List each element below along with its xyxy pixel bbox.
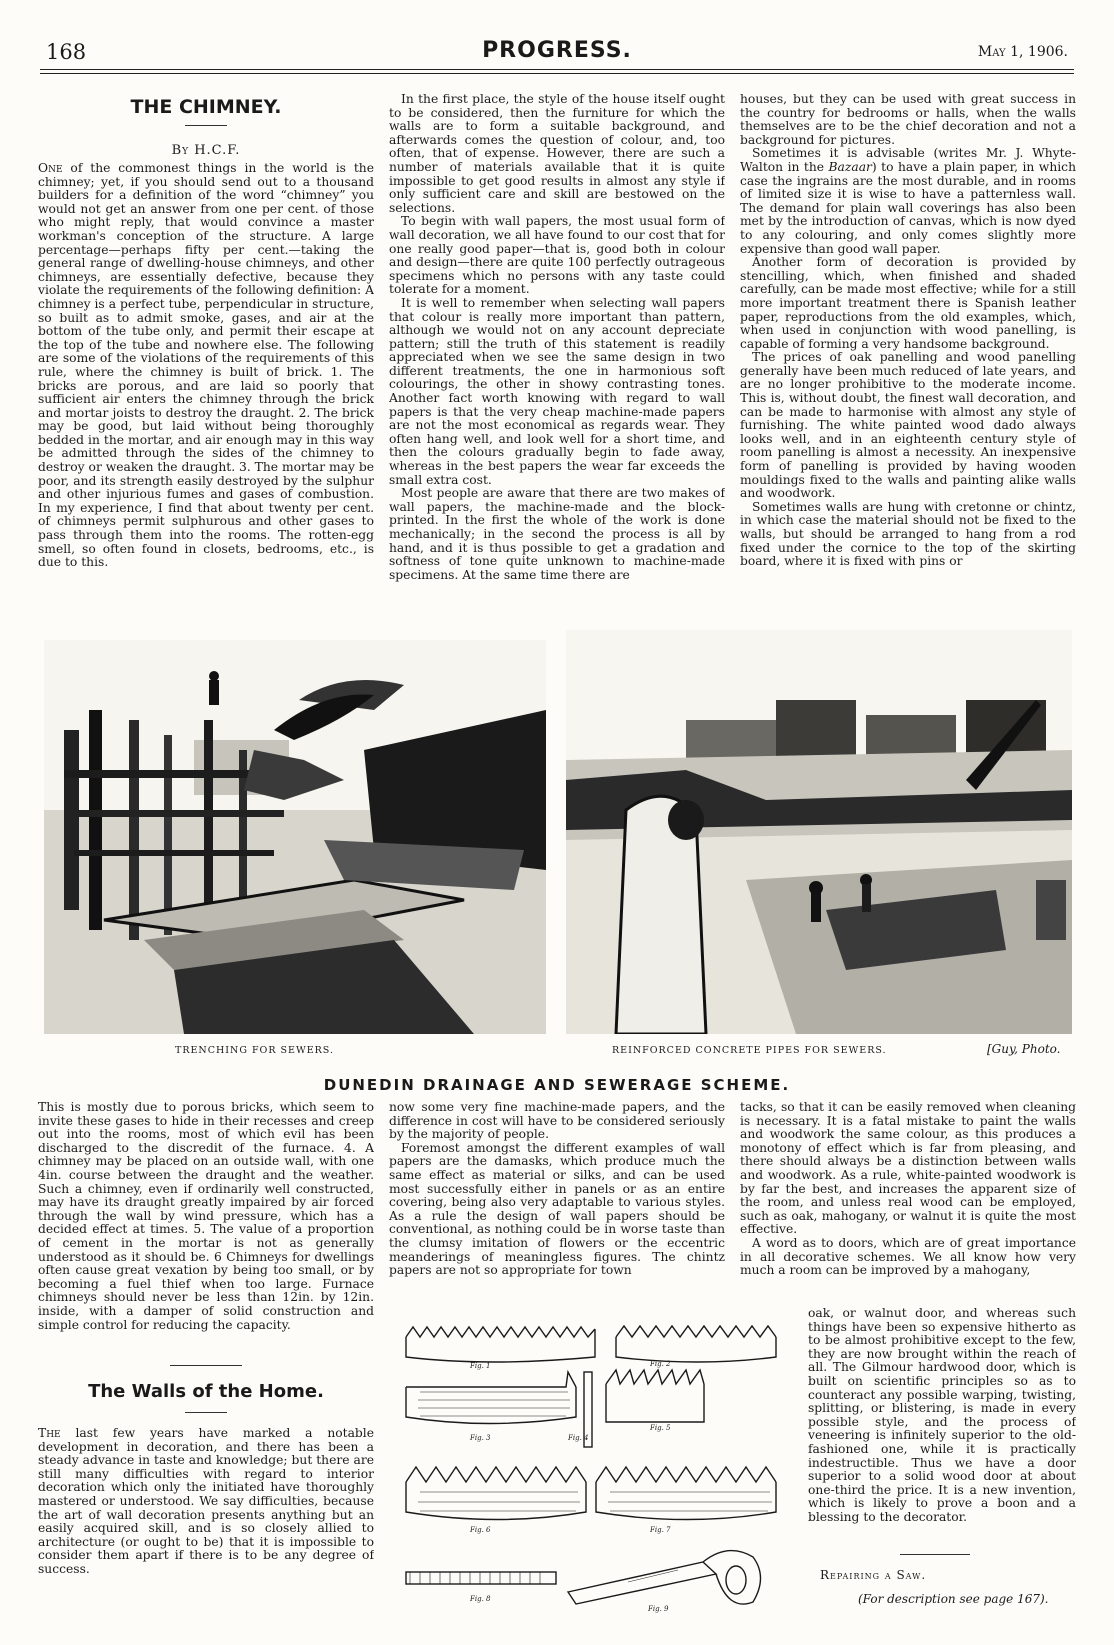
walls-column-3-indented [808,1307,1076,1537]
walls-column-1 [38,1427,374,1622]
saw-caption-rule [900,1554,970,1555]
walls-paragraph-1: last few years have marked a notable development in decoration, and there has been a steady advance in taste and knowledge; but there are still many difficulties with regard to interior decoration which only the initiated have thoroughly mastered or understood. We say difficulties, because the art of wall decoration presents anything but an easily acquired skill, and is so closely allied to architecture (or ought to be) that it is impossible to consider them apart if there is to be any degree of success. [38,1427,374,1576]
walls-column-2-bottom [389,1101,725,1289]
walls-col3-paragraph-3: Another form of decoration is provided by stencilling, which, when finished and shaded carefully, can be made most effective; while for a still more important treatment there is Spanish leather paper, reproductions from the old examples, which, when used in conjunction with wood panelling, is capable of forming a very handsome background. [740,255,1076,351]
walls-col3-paragraph-4: The prices of oak panelling and wood panelling generally have been much reduced of late years, and are no longer prohibitive to the moderate income. This is, without doubt, the finest wall decoration, and can be made to harmonise with almost any style of furnishing. The white painted wood dado always looks well, and in an eighteenth century style of room panelling is almost a necessity. An inexpensive form of panelling is provided by having wooden mouldings fixed to the walls and painting alike walls and woodwork. [740,350,1076,501]
walls-col3-paragraph-2a: Sometimes it is advisable (writes Mr. J. Whyte-Walton in the [740,146,1076,174]
chimney-byline: By H.C.F. [171,143,241,158]
chimney-column-bottom [38,1101,374,1346]
walls-col3b-paragraph-1: tacks, so that it can be easily removed when cleaning is necessary. It is a fatal mistake to paint the walls and woodwork the same colour, as this produces a monotony of effect which is far from pleasing, and there should always be a distinction between walls and woodwork. As a rule, white-painted woodwork is by far the best, and increases the apparent size of the room, and unless real wood can be employed, such as oak, mahogany, or walnut it is quite the most effective. [740,1101,1076,1237]
saw-fig-9-label: Fig. 9 [648,1605,669,1613]
walls-heading: The Walls of the Home. [88,1381,324,1402]
walls-col3b-paragraph-3: oak, or walnut door, and whereas such things have been so expensive hitherto as to be almost prohibitive except to the few, they are now brought within the reach of all. The Gilmour hardwood door, which is built on scientific principles so as to counteract any possible warping, twisting, splitting, or blistering, is made in every possible style, and the process of veneering is infinitely superior to the old-fashioned one, while it is practically indestructible. Thus we have a door superior to a solid wood door at about one-third the price. It is a new invention, which is likely to prove a boon and a blessing to the decorator. [808,1307,1076,1524]
saw-repair-caption: Repairing a Saw. [820,1568,927,1582]
walls-col3b-paragraph-2: A word as to doors, which are of great importance in all decorative schemes. We all know how very much a room can be improved by a mahogany, [740,1235,1076,1278]
saw-fig-5-label: Fig. 5 [650,1424,671,1432]
walls-col2-paragraph-2: To begin with wall papers, the most usual form of wall decoration, we all have found to our cost that for one really good paper—that is, good both in colour and design—there are quite 100 perfectly outrageous specimens which no persons with any taste could tolerate for a moment. [389,214,725,297]
dunedin-scheme-title: DUNEDIN DRAINAGE AND SEWERAGE SCHEME. [323,1076,791,1094]
trenching-caption: TRENCHING FOR SEWERS. [175,1045,335,1056]
concrete-pipes-photo [566,630,1072,1034]
walls-col2b-paragraph-1: now some very fine machine-made papers, and the difference in cost will have to be considered seriously by the majority of people. [389,1101,725,1142]
masthead-rule [40,69,1074,74]
walls-column-3-bottom [740,1101,1076,1306]
concrete-pipes-caption: REINFORCED CONCRETE PIPES FOR SEWERS. [612,1045,887,1056]
masthead-title: PROGRESS. [482,38,632,63]
walls-column-3-top [740,93,1076,603]
walls-col3-paragraph-1: houses, but they can be used with great success in the country for bedrooms or halls, when the walls themselves are to be the chief decoration and not a background for pictures. [740,93,1076,147]
trenching-photo [44,640,546,1034]
chimney-lead-caps: One [38,162,63,175]
photo-credit: [Guy, Photo. [987,1042,1061,1056]
saw-fig-8-label: Fig. 8 [470,1595,491,1603]
page-number: 168 [46,40,87,64]
bazaar-title: Bazaar [828,159,872,174]
saw-fig-6-label: Fig. 6 [470,1526,491,1534]
chimney-heading: THE CHIMNEY. [130,96,282,118]
chimney-column-top [38,162,374,602]
saw-fig-3-label: Fig. 3 [470,1434,491,1442]
saw-repair-figure [398,1312,798,1617]
walls-heading-bottom-rule [185,1412,227,1413]
chimney-paragraph-1: of the commonest things in the world is the chimney; yet, if you should send out to a thousand builders for a definition of the word “chimney” you would not get an answer from one per cent. of those who might reply, that would convince a master workman's conception of the structure. A large percentage—perhaps fifty per cent.—taking the general range of dwelling-house chimneys, and other chimneys, are essentially defective, because they violate the requirements of the following definition: A chimney is a perfect tube, perpendicular in structure, so built as to admit smoke, gases, and air at the bottom of the tube only, and permit their escape at the top of the tube and nowhere else. The following are some of the violations of the requirements of this rule, where the chimney is built of brick. 1. The bricks are porous, and are laid so poorly that sufficient air enters the chimney through the brick and mortar joists to destroy the draught. 2. The brick may be good, but laid without being thoroughly bedded in the mortar, and air enough may in this way be admitted through the sides of the chimney to destroy or weaken the draught. 3. The mortar may be poor, and its strength easily destroyed by the sulphur and other injurious fumes and gases of combustion. In my experience, I find that about twenty per cent. of chimneys permit sulphurous and other gases to pass through them into the rooms. The rotten-egg smell, so often found in closets, bedrooms, etc., is due to this. [38,162,374,570]
walls-col3-paragraph-5: Sometimes walls are hung with cretonne or chintz, in which case the material should not be fixed to the walls, but should be arranged to hang from a rod fixed under the cornice to the top of the skirting board, where it is fixed with pins or [740,499,1076,569]
walls-col3-paragraph-2b: ) to have a plain paper, in which case the ingrains are the most durable, and in rooms of limited size it is wise to have a patternless wall. The demand for plain wall coverings has also been met by the introduction of canvas, which is now dyed to any colouring, and only comes slightly more expensive than good wall paper. [740,159,1076,256]
walls-lead-caps: The [38,1427,61,1440]
walls-col2-paragraph-1: In the first place, the style of the house itself ought to be considered, then the furniture for which the walls are to form a suitable background, and afterwards comes the question of colour, and, too often, that of expense. However, there are such a number of materials available that it is quite impossible to get good results in almost any style if only sufficient care and skill are bestowed on the selections. [389,93,725,215]
saw-fig-7-label: Fig. 7 [650,1526,671,1534]
walls-heading-top-rule [170,1365,242,1366]
walls-col2b-paragraph-2: Foremost amongst the different examples of wall papers are the damasks, which produce much the same effect as material or silks, and can be used most successfully either in panels or as an entire covering, being also very adaptable to various styles. As a rule the design of wall papers should be conventional, as nothing could be in worse taste than the clumsy imitation of flowers or the eccentric meanderings of meaningless figures. The chintz papers are not so appropriate for town [389,1140,725,1278]
walls-col2-paragraph-4: Most people are aware that there are two makes of wall papers, the machine-made and the block-printed. In the first the whole of the work is done mechanically; in the second the process is all by hand, and it is thus possible to get a gradation and softness of tone quite unknown to machine-made specimens. At the same time there are [389,486,725,582]
saw-description-note: (For description see page 167). [858,1592,1049,1606]
saw-fig-1-label: Fig. 1 [470,1362,491,1370]
issue-date: May 1, 1906. [977,44,1068,60]
chimney-paragraph-2: This is mostly due to porous bricks, which seem to invite these gases to hide in their recesses and creep out into the rooms, most of which evil has been discharged to the discredit of the furnace. 4. A chimney may be placed on an outside wall, with one 4in. course between the draught and the weather. Such a chimney, even if ordinarily well constructed, may have its draught greatly impaired by air forced through the wall by wind pressure, which has a decided effect at times. 5. The value of a proportion of cement in the mortar is not as generally understood as it should be. 6 Chimneys for dwellings often cause great vexation by being too small, or by becoming a fuel thief when too large. Furnace chimneys should never be less than 12in. by 12in. inside, with a damper of solid construction and simple control for reducing the capacity. [38,1101,374,1332]
walls-column-2-top [389,93,725,603]
walls-col2-paragraph-3: It is well to remember when selecting wall papers that colour is really more important than pattern, although we would not on any account depreciate pattern; still the truth of this statement is readily appreciated when we see the same design in two different treatments, the one in harmonious soft colourings, the other in showy contrasting tones. Another fact worth knowing with regard to wall papers is that the very cheap machine-made papers are not the most economical as regards wear. They often hang well, and look well for a short time, and then the colours gradually begin to fade away, whereas in the best papers the wear far exceeds the small extra cost. [389,295,725,487]
chimney-heading-rule [185,125,227,126]
saw-fig-2-label: Fig. 2 [650,1360,671,1368]
saw-fig-4-label: Fig. 4 [568,1434,589,1442]
